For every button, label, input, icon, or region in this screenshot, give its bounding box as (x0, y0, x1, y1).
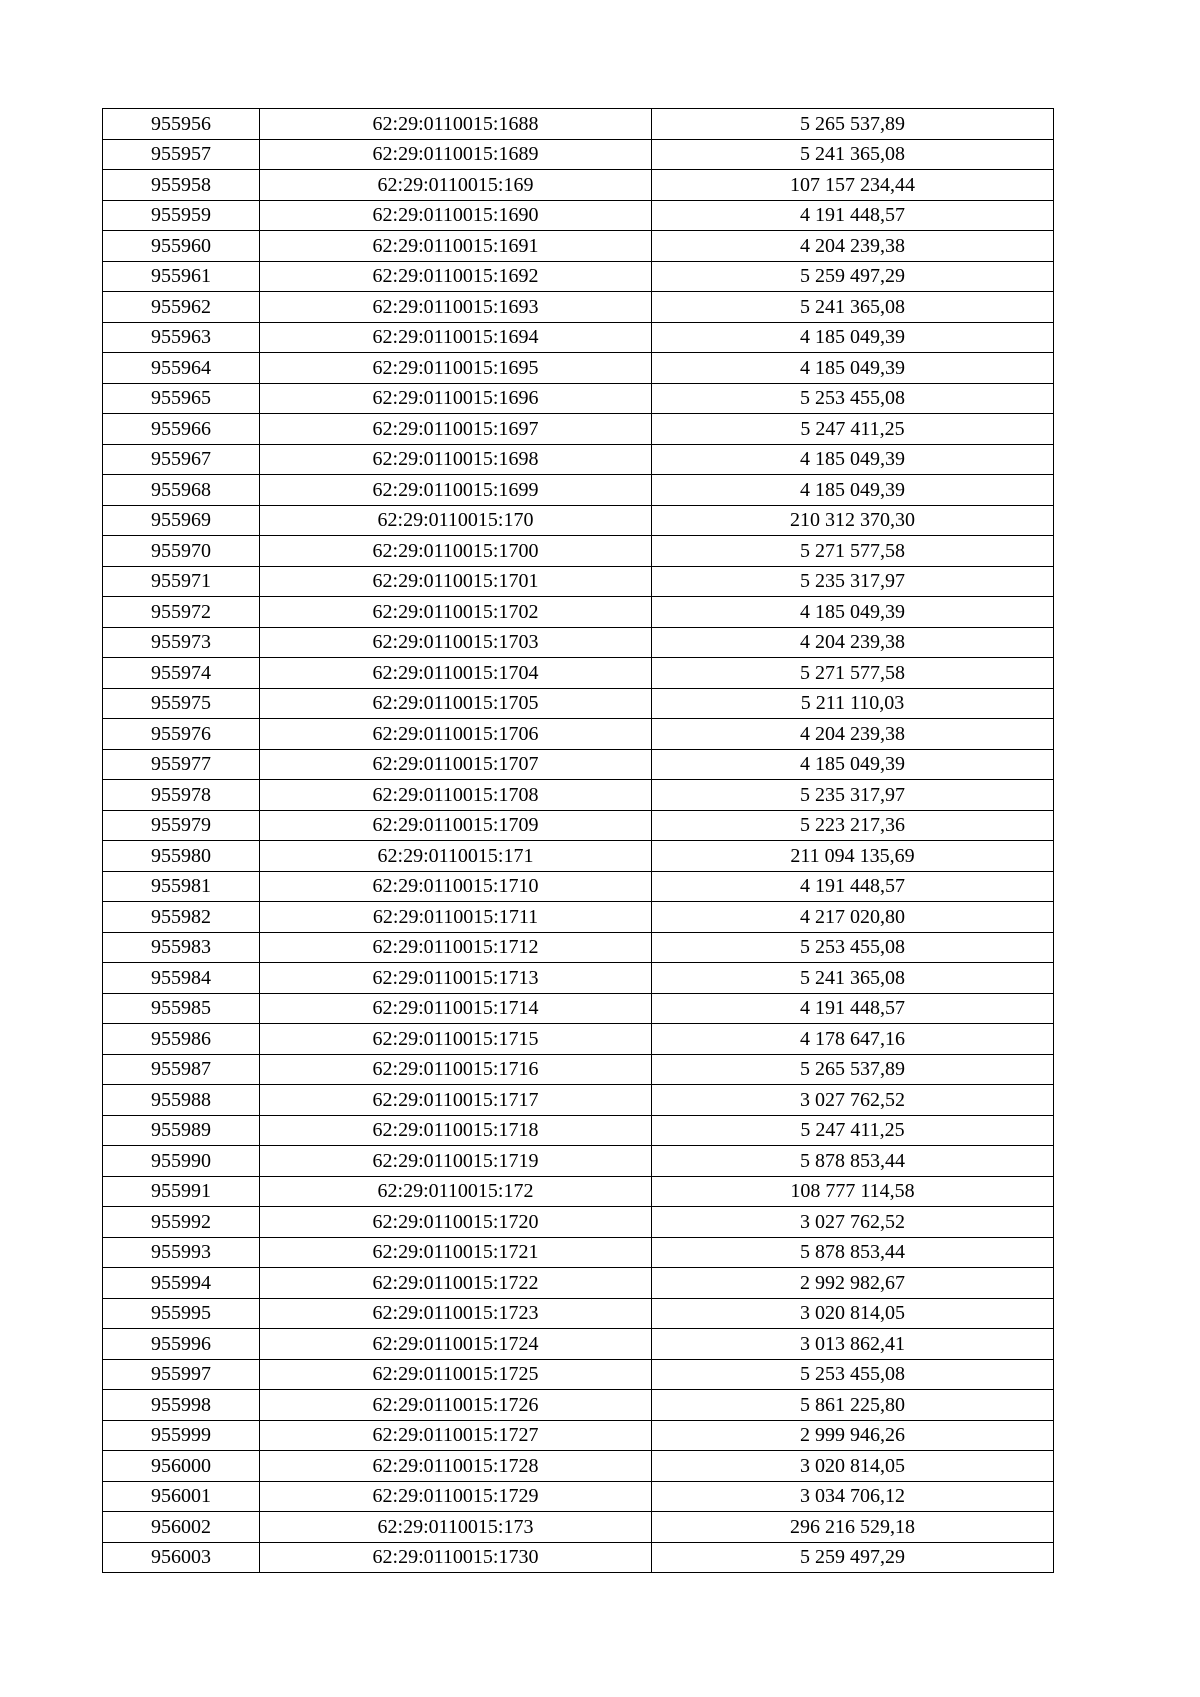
cadastral-number-cell: 62:29:0110015:1700 (260, 536, 652, 567)
cadastral-value-cell: 4 191 448,57 (652, 200, 1054, 231)
table-row (103, 1207, 1054, 1238)
cadastral-value-cell: 4 178 647,16 (652, 1024, 1054, 1055)
cadastral-number-cell: 62:29:0110015:170 (260, 505, 652, 536)
cadastral-value-cell: 5 235 317,97 (652, 566, 1054, 597)
cadastral-number-cell: 62:29:0110015:1692 (260, 261, 652, 292)
row-number-cell: 955972 (103, 597, 260, 628)
cadastral-number-cell: 62:29:0110015:1711 (260, 902, 652, 933)
table-row (103, 902, 1054, 933)
cadastral-number-cell: 62:29:0110015:1710 (260, 871, 652, 902)
row-number-cell: 955993 (103, 1237, 260, 1268)
cadastral-number-cell: 62:29:0110015:1730 (260, 1542, 652, 1573)
table-row (103, 109, 1054, 140)
table-row (103, 1542, 1054, 1573)
cadastral-number-cell: 62:29:0110015:1694 (260, 322, 652, 353)
table-row (103, 505, 1054, 536)
row-number-cell: 956002 (103, 1512, 260, 1543)
cadastral-value-cell: 5 861 225,80 (652, 1390, 1054, 1421)
cadastral-number-cell: 62:29:0110015:1713 (260, 963, 652, 994)
cadastral-number-cell: 62:29:0110015:1690 (260, 200, 652, 231)
table-row (103, 1024, 1054, 1055)
row-number-cell: 955969 (103, 505, 260, 536)
cadastral-value-cell: 4 204 239,38 (652, 719, 1054, 750)
table-row (103, 536, 1054, 567)
cadastral-number-cell: 62:29:0110015:1728 (260, 1451, 652, 1482)
cadastral-number-cell: 62:29:0110015:1709 (260, 810, 652, 841)
row-number-cell: 956000 (103, 1451, 260, 1482)
table-row (103, 1329, 1054, 1360)
row-number-cell: 955988 (103, 1085, 260, 1116)
cadastral-value-cell: 2 992 982,67 (652, 1268, 1054, 1299)
table-row (103, 566, 1054, 597)
cadastral-value-cell: 5 878 853,44 (652, 1146, 1054, 1177)
cadastral-number-cell: 62:29:0110015:1698 (260, 444, 652, 475)
cadastral-value-cell: 5 878 853,44 (652, 1237, 1054, 1268)
cadastral-value-cell: 5 253 455,08 (652, 383, 1054, 414)
row-number-cell: 955968 (103, 475, 260, 506)
cadastral-value-cell: 108 777 114,58 (652, 1176, 1054, 1207)
cadastral-number-cell: 62:29:0110015:1696 (260, 383, 652, 414)
table-row (103, 780, 1054, 811)
cadastral-number-cell: 62:29:0110015:172 (260, 1176, 652, 1207)
cadastral-number-cell: 62:29:0110015:1726 (260, 1390, 652, 1421)
table-row (103, 1115, 1054, 1146)
table-row (103, 444, 1054, 475)
cadastral-value-cell: 3 020 814,05 (652, 1451, 1054, 1482)
cadastral-number-cell: 62:29:0110015:1689 (260, 139, 652, 170)
cadastral-value-cell: 3 034 706,12 (652, 1481, 1054, 1512)
table-row (103, 749, 1054, 780)
row-number-cell: 955995 (103, 1298, 260, 1329)
cadastral-value-cell: 2 999 946,26 (652, 1420, 1054, 1451)
table-row (103, 475, 1054, 506)
table-row (103, 231, 1054, 262)
row-number-cell: 955999 (103, 1420, 260, 1451)
cadastral-value-cell: 5 259 497,29 (652, 1542, 1054, 1573)
row-number-cell: 955959 (103, 200, 260, 231)
cadastral-number-cell: 62:29:0110015:1708 (260, 780, 652, 811)
cadastral-number-cell: 62:29:0110015:1716 (260, 1054, 652, 1085)
table-row (103, 1054, 1054, 1085)
table-row (103, 322, 1054, 353)
cadastral-value-cell: 4 191 448,57 (652, 993, 1054, 1024)
row-number-cell: 955996 (103, 1329, 260, 1360)
row-number-cell: 955970 (103, 536, 260, 567)
cadastral-value-cell: 5 253 455,08 (652, 1359, 1054, 1390)
row-number-cell: 955961 (103, 261, 260, 292)
cadastral-value-cell: 5 241 365,08 (652, 963, 1054, 994)
cadastral-value-cell: 5 223 217,36 (652, 810, 1054, 841)
table-row (103, 261, 1054, 292)
cadastral-value-cell: 4 185 049,39 (652, 353, 1054, 384)
row-number-cell: 955978 (103, 780, 260, 811)
row-number-cell: 956001 (103, 1481, 260, 1512)
table-row (103, 993, 1054, 1024)
cadastral-number-cell: 62:29:0110015:1719 (260, 1146, 652, 1177)
table-row (103, 1268, 1054, 1299)
row-number-cell: 955987 (103, 1054, 260, 1085)
cadastral-value-cell: 5 265 537,89 (652, 109, 1054, 140)
cadastral-value-cell: 4 185 049,39 (652, 475, 1054, 506)
row-number-cell: 955962 (103, 292, 260, 323)
cadastral-number-cell: 62:29:0110015:1715 (260, 1024, 652, 1055)
cadastral-number-cell: 62:29:0110015:1706 (260, 719, 652, 750)
table-row (103, 1420, 1054, 1451)
cadastral-number-cell: 62:29:0110015:1695 (260, 353, 652, 384)
cadastral-number-cell: 62:29:0110015:1707 (260, 749, 652, 780)
table-row (103, 841, 1054, 872)
cadastral-number-cell: 62:29:0110015:1704 (260, 658, 652, 689)
row-number-cell: 955975 (103, 688, 260, 719)
table-row (103, 1146, 1054, 1177)
cadastral-number-cell: 62:29:0110015:1727 (260, 1420, 652, 1451)
cadastral-number-cell: 62:29:0110015:1699 (260, 475, 652, 506)
cadastral-value-cell: 210 312 370,30 (652, 505, 1054, 536)
cadastral-value-cell: 4 185 049,39 (652, 444, 1054, 475)
cadastral-value-table (102, 108, 1054, 1573)
cadastral-number-cell: 62:29:0110015:1722 (260, 1268, 652, 1299)
table-row (103, 139, 1054, 170)
cadastral-value-cell: 3 020 814,05 (652, 1298, 1054, 1329)
cadastral-number-cell: 62:29:0110015:1697 (260, 414, 652, 445)
row-number-cell: 956003 (103, 1542, 260, 1573)
cadastral-value-cell: 211 094 135,69 (652, 841, 1054, 872)
row-number-cell: 955985 (103, 993, 260, 1024)
row-number-cell: 955989 (103, 1115, 260, 1146)
cadastral-value-cell: 5 253 455,08 (652, 932, 1054, 963)
row-number-cell: 955964 (103, 353, 260, 384)
table-row (103, 353, 1054, 384)
cadastral-number-cell: 62:29:0110015:171 (260, 841, 652, 872)
cadastral-number-cell: 62:29:0110015:1717 (260, 1085, 652, 1116)
cadastral-number-cell: 62:29:0110015:1721 (260, 1237, 652, 1268)
cadastral-value-cell: 107 157 234,44 (652, 170, 1054, 201)
table-row (103, 1237, 1054, 1268)
table-row (103, 963, 1054, 994)
row-number-cell: 955958 (103, 170, 260, 201)
cadastral-number-cell: 62:29:0110015:1702 (260, 597, 652, 628)
cadastral-number-cell: 62:29:0110015:1701 (260, 566, 652, 597)
cadastral-number-cell: 62:29:0110015:1714 (260, 993, 652, 1024)
row-number-cell: 955973 (103, 627, 260, 658)
row-number-cell: 955976 (103, 719, 260, 750)
cadastral-value-cell: 4 185 049,39 (652, 749, 1054, 780)
cadastral-value-cell: 5 259 497,29 (652, 261, 1054, 292)
table-row (103, 1451, 1054, 1482)
cadastral-value-cell: 5 211 110,03 (652, 688, 1054, 719)
row-number-cell: 955974 (103, 658, 260, 689)
cadastral-number-cell: 62:29:0110015:1724 (260, 1329, 652, 1360)
cadastral-value-cell: 3 027 762,52 (652, 1085, 1054, 1116)
row-number-cell: 955979 (103, 810, 260, 841)
row-number-cell: 955997 (103, 1359, 260, 1390)
table-row (103, 1390, 1054, 1421)
table-row (103, 627, 1054, 658)
table-row (103, 1359, 1054, 1390)
cadastral-number-cell: 62:29:0110015:1693 (260, 292, 652, 323)
table-row (103, 170, 1054, 201)
table-row (103, 871, 1054, 902)
table-row (103, 414, 1054, 445)
table-row (103, 383, 1054, 414)
row-number-cell: 955977 (103, 749, 260, 780)
row-number-cell: 955991 (103, 1176, 260, 1207)
row-number-cell: 955992 (103, 1207, 260, 1238)
table-row (103, 932, 1054, 963)
table-row (103, 810, 1054, 841)
row-number-cell: 955956 (103, 109, 260, 140)
cadastral-value-cell: 5 235 317,97 (652, 780, 1054, 811)
cadastral-value-cell: 4 217 020,80 (652, 902, 1054, 933)
cadastral-value-cell: 4 204 239,38 (652, 627, 1054, 658)
cadastral-value-cell: 5 241 365,08 (652, 292, 1054, 323)
cadastral-number-cell: 62:29:0110015:1718 (260, 1115, 652, 1146)
cadastral-number-cell: 62:29:0110015:169 (260, 170, 652, 201)
row-number-cell: 955965 (103, 383, 260, 414)
cadastral-number-cell: 62:29:0110015:1725 (260, 1359, 652, 1390)
cadastral-value-cell: 4 204 239,38 (652, 231, 1054, 262)
table-row (103, 597, 1054, 628)
cadastral-number-cell: 62:29:0110015:1688 (260, 109, 652, 140)
row-number-cell: 955998 (103, 1390, 260, 1421)
table-row (103, 1085, 1054, 1116)
cadastral-value-cell: 3 027 762,52 (652, 1207, 1054, 1238)
table-row (103, 1176, 1054, 1207)
row-number-cell: 955981 (103, 871, 260, 902)
table-body (103, 109, 1054, 1573)
row-number-cell: 955984 (103, 963, 260, 994)
cadastral-number-cell: 62:29:0110015:1691 (260, 231, 652, 262)
table-row (103, 719, 1054, 750)
table-row (103, 688, 1054, 719)
table-row (103, 1512, 1054, 1543)
row-number-cell: 955966 (103, 414, 260, 445)
row-number-cell: 955960 (103, 231, 260, 262)
cadastral-value-cell: 3 013 862,41 (652, 1329, 1054, 1360)
table-row (103, 1298, 1054, 1329)
row-number-cell: 955957 (103, 139, 260, 170)
table-row (103, 292, 1054, 323)
table-row (103, 200, 1054, 231)
row-number-cell: 955971 (103, 566, 260, 597)
row-number-cell: 955983 (103, 932, 260, 963)
row-number-cell: 955990 (103, 1146, 260, 1177)
cadastral-value-cell: 5 241 365,08 (652, 139, 1054, 170)
row-number-cell: 955963 (103, 322, 260, 353)
row-number-cell: 955982 (103, 902, 260, 933)
cadastral-number-cell: 62:29:0110015:1712 (260, 932, 652, 963)
cadastral-value-cell: 5 247 411,25 (652, 414, 1054, 445)
cadastral-number-cell: 62:29:0110015:1720 (260, 1207, 652, 1238)
cadastral-number-cell: 62:29:0110015:1729 (260, 1481, 652, 1512)
cadastral-value-cell: 5 271 577,58 (652, 536, 1054, 567)
cadastral-value-cell: 5 247 411,25 (652, 1115, 1054, 1146)
cadastral-value-cell: 296 216 529,18 (652, 1512, 1054, 1543)
table-row (103, 658, 1054, 689)
cadastral-value-cell: 4 185 049,39 (652, 322, 1054, 353)
cadastral-number-cell: 62:29:0110015:1703 (260, 627, 652, 658)
row-number-cell: 955994 (103, 1268, 260, 1299)
row-number-cell: 955986 (103, 1024, 260, 1055)
cadastral-value-cell: 5 271 577,58 (652, 658, 1054, 689)
cadastral-value-cell: 5 265 537,89 (652, 1054, 1054, 1085)
cadastral-value-cell: 4 185 049,39 (652, 597, 1054, 628)
cadastral-value-cell: 4 191 448,57 (652, 871, 1054, 902)
row-number-cell: 955980 (103, 841, 260, 872)
table-row (103, 1481, 1054, 1512)
cadastral-number-cell: 62:29:0110015:1705 (260, 688, 652, 719)
cadastral-number-cell: 62:29:0110015:1723 (260, 1298, 652, 1329)
cadastral-number-cell: 62:29:0110015:173 (260, 1512, 652, 1543)
row-number-cell: 955967 (103, 444, 260, 475)
